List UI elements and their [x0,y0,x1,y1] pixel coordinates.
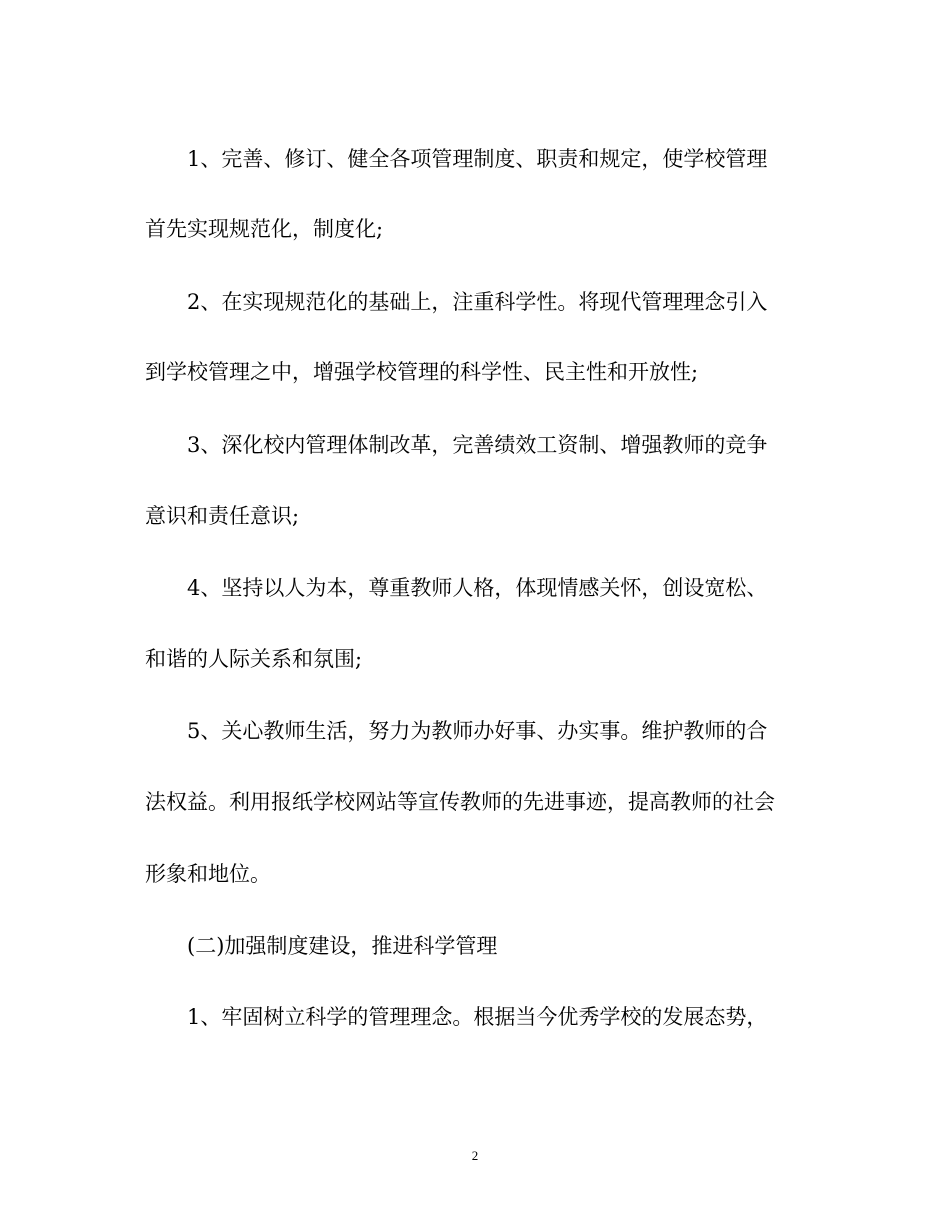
page-number: 2 [471,1148,479,1163]
paragraph-line: 首先实现规范化，制度化; [145,217,384,241]
paragraph-line: 形象和地位。 [145,862,271,886]
paragraph-line: 法权益。利用报纸学校网站等宣传教师的先进事迹，提高教师的社会 [145,790,775,814]
paragraph-line: 3、深化校内管理体制改革，完善绩效工资制、增强教师的竞争 [187,433,768,457]
paragraph-line: 意识和责任意识; [145,504,300,528]
paragraph-line: 1、牢固树立科学的管理理念。根据当今优秀学校的发展态势， [187,1005,768,1029]
paragraph-line: 2、在实现规范化的基础上，注重科学性。将现代管理理念引入 [187,290,768,314]
paragraph-line: 和谐的人际关系和氛围; [145,647,363,671]
paragraph-line: 4、坚持以人为本，尊重教师人格，体现情感关怀，创设宽松、 [187,576,768,600]
section-heading: (二)加强制度建设，推进科学管理 [187,934,498,958]
paragraph-line: 5、关心教师生活，努力为教师办好事、办实事。维护教师的合 [187,719,768,743]
paragraph-line: 1、完善、修订、健全各项管理制度、职责和规定，使学校管理 [187,147,768,171]
paragraph-line: 到学校管理之中，增强学校管理的科学性、民主性和开放性; [145,360,699,384]
